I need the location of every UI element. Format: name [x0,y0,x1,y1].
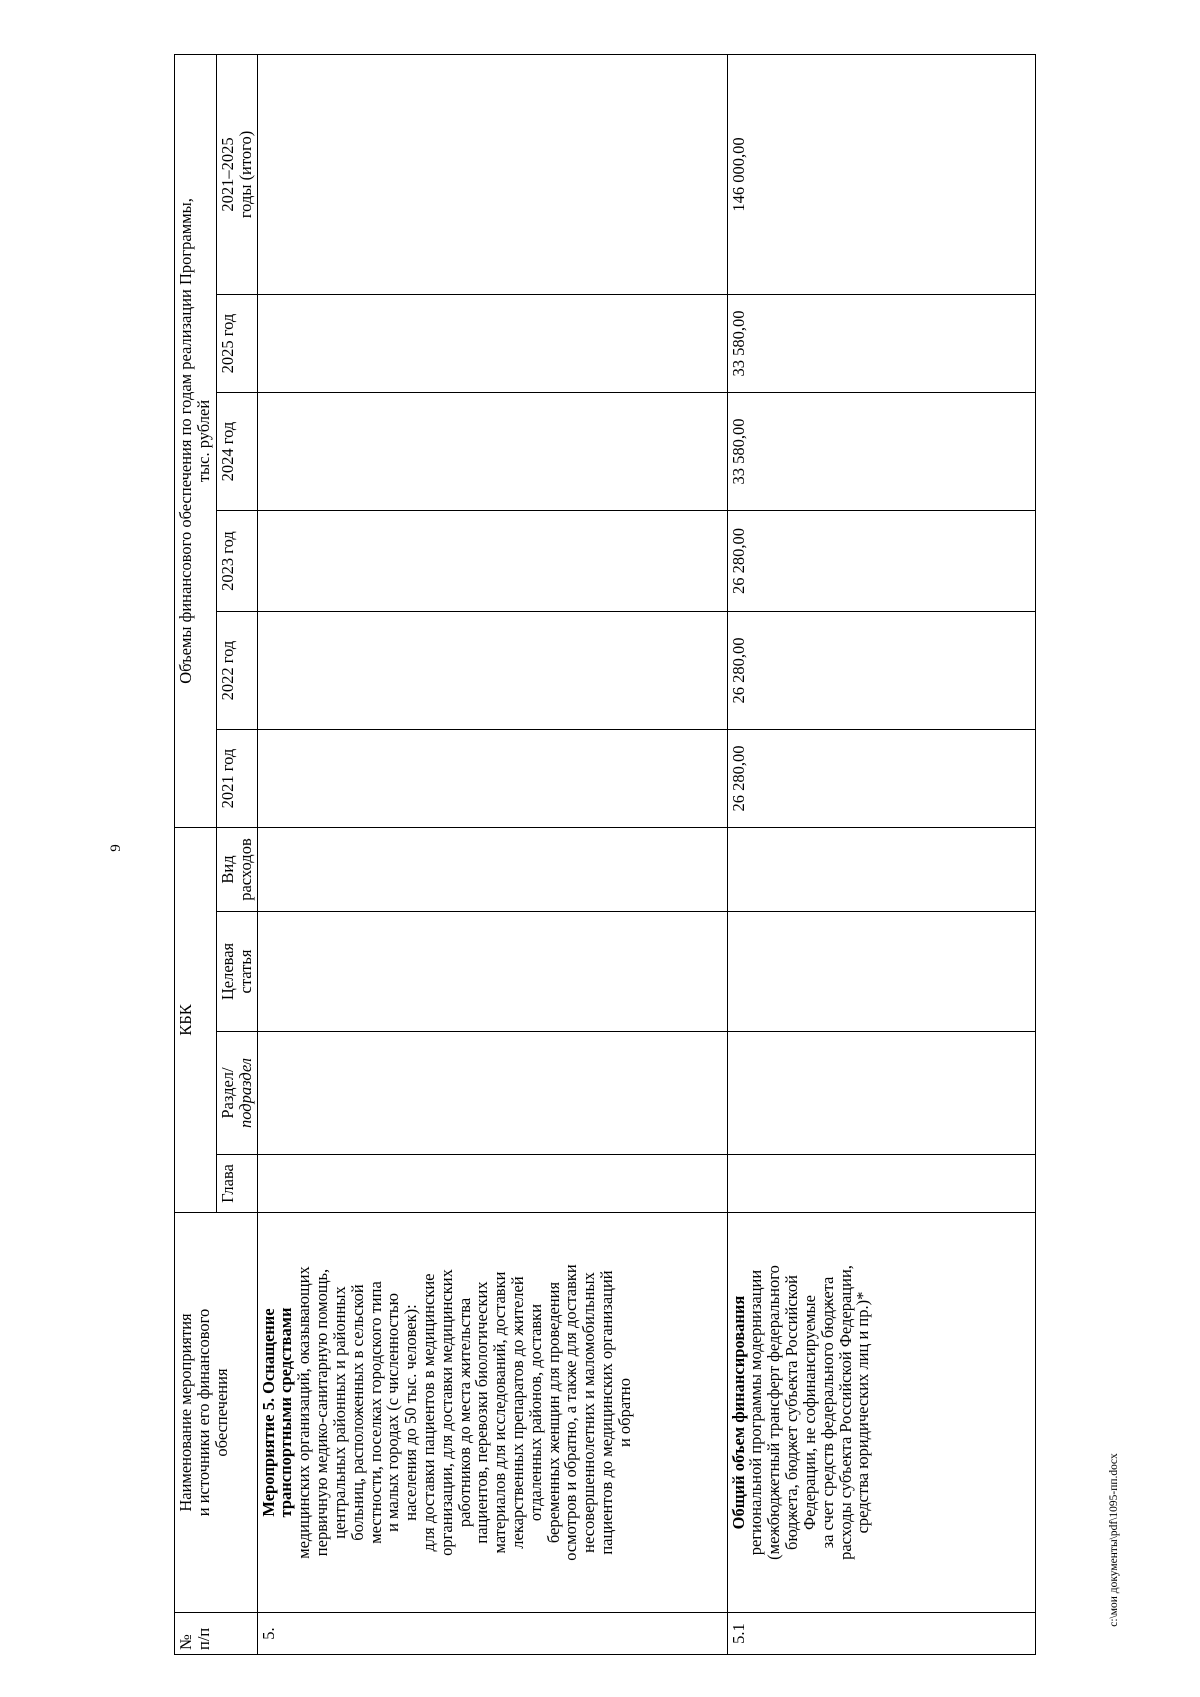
header-num: № п/п [175,1613,258,1655]
header-year-2022: 2022 год [217,612,258,730]
row-number: 5. [257,1613,727,1655]
cell-2023: 26 280,00 [727,511,1035,612]
financing-table [174,54,1036,1655]
page-number: 9 [108,844,124,852]
cell-expense-type [727,828,1035,912]
cell-2025 [257,295,727,393]
row-number: 5.1 [727,1613,1035,1655]
header-section: Раздел/ подраздел [217,1032,258,1155]
header-year-2024: 2024 год [217,393,258,511]
cell-2023 [257,511,727,612]
cell-2024: 33 580,00 [727,393,1035,511]
header-kbk: КБК [175,828,217,1213]
table-row [727,54,1035,1654]
cell-2021: 26 280,00 [727,730,1035,828]
row-description: Мероприятие 5. Оснащение транспортными средствами медицинских организаций, оказывающих первичную медико-санитарную помощь, центральных районных и районных больниц, расположенных в сельской местности, поселках городского типа и малых городах (с численностью населения до 50 тыс. человек): для доставки пациентов в медицинские организации, для доставки медицинских работников до места жительства пациентов, перевозки биологических материалов для исследований, доставки лекарственных препаратов до жителей отдаленных районов, доставки беременных женщин для проведения осмотров и обратно, а также для доставки несовершеннолетних и маломобильных пациентов до медицинских организаций и обратно [257,1213,727,1613]
cell-total [257,54,727,294]
cell-chapter [257,1155,727,1213]
cell-2025: 33 580,00 [727,295,1035,393]
row-description: Общий объем финансирования региональной программы модернизации (межбюджетный трансферт федерального бюджета, бюджет субъекта Российской Федерации, не софинансируемые за счет средств федерального бюджета расходы субъекта Российской Федерации, средства юридических лиц и пр.)* [727,1213,1035,1613]
header-chapter: Глава [217,1155,258,1213]
header-year-2025: 2025 год [217,295,258,393]
cell-total: 146 000,00 [727,54,1035,294]
header-name: Наименование мероприятия и источники его финансового обеспечения [175,1213,258,1613]
cell-2021 [257,730,727,828]
header-year-2021: 2021 год [217,730,258,828]
cell-2024 [257,393,727,511]
cell-target-article [727,912,1035,1032]
header-total: 2021–2025 годы (итого) [217,54,258,294]
cell-2022: 26 280,00 [727,612,1035,730]
table-row [257,54,727,1654]
cell-2022 [257,612,727,730]
cell-chapter [727,1155,1035,1213]
cell-expense-type [257,828,727,912]
header-target-article: Целевая статья [217,912,258,1032]
header-expense-type: Вид расходов [217,828,258,912]
cell-target-article [257,912,727,1032]
header-year-2023: 2023 год [217,511,258,612]
footer-file-path: c:\мои документы\pdf\1095-пп.docx [1108,1453,1120,1627]
cell-section [257,1032,727,1155]
table-container [174,55,1036,1655]
header-volumes: Объемы финансового обеспечения по годам реализации Программы, тыс. рублей [175,54,217,827]
cell-section [727,1032,1035,1155]
